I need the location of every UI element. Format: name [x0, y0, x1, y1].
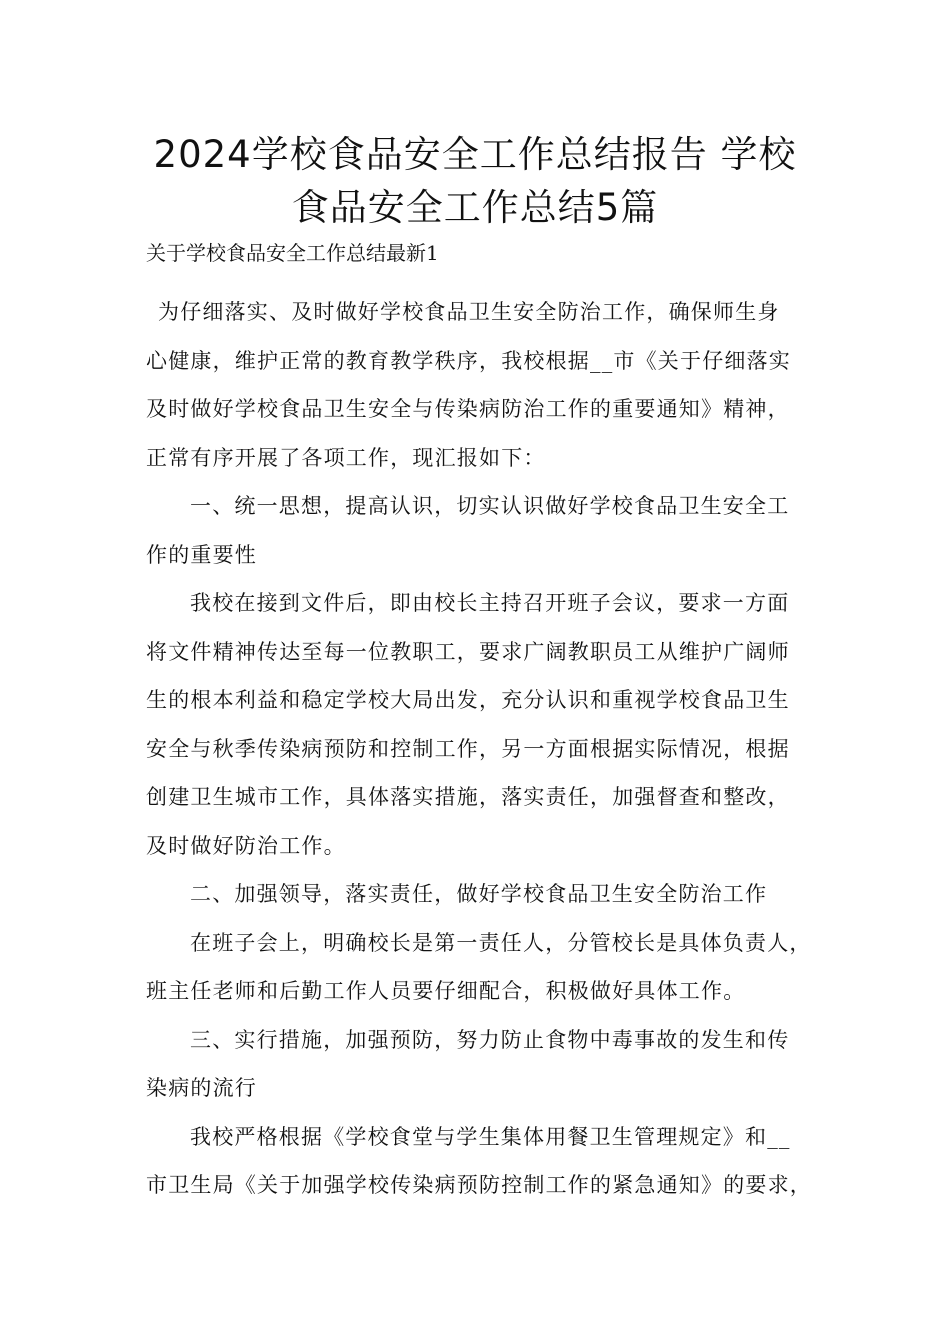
paragraph-line: 及时做好防治工作。 — [146, 833, 346, 858]
paragraph-line: 市卫生局《关于加强学校传染病预防控制工作的紧急通知》的要求， — [146, 1173, 812, 1197]
paragraph — [146, 1113, 826, 1210]
paragraph-line: 一、统一思想，提高认识，切实认识做好学校食品卫生安全工 — [190, 494, 790, 518]
paragraph-line: 及时做好学校食品卫生安全与传染病防治工作的重要通知》精神， — [146, 397, 790, 421]
paragraph-line: 在班子会上，明确校长是第一责任人，分管校长是具体负责人， — [190, 930, 812, 955]
paragraph — [146, 919, 826, 1016]
paragraph — [146, 288, 826, 482]
title-line-1: 2024学校食品安全工作总结报告 学校 — [153, 133, 797, 176]
section-subtitle: 关于学校食品安全工作总结最新1 — [146, 241, 439, 265]
paragraph-line: 我校严格根据《学校食堂与学生集体用餐卫生管理规定》和__ — [190, 1124, 791, 1149]
paragraph-line: 安全与秋季传染病预防和控制工作，另一方面根据实际情况，根据 — [146, 736, 790, 761]
paragraph-line: 创建卫生城市工作，具体落实措施，落实责任，加强督查和整改， — [146, 785, 790, 809]
paragraph-line: 染病的流行 — [146, 1076, 257, 1100]
paragraph-line: 班主任老师和后勤工作人员要仔细配合，积极做好具体工作。 — [146, 979, 746, 1003]
paragraph — [146, 1016, 826, 1113]
paragraph-line: 为仔细落实、及时做好学校食品卫生安全防治工作，确保师生身 — [158, 300, 780, 324]
paragraph-line: 三、实行措施，加强预防，努力防止食物中毒事故的发生和传 — [190, 1027, 790, 1052]
paragraph-line: 将文件精神传达至每一位教职工，要求广阔教职员工从维护广阔师 — [146, 639, 790, 664]
document-body — [146, 288, 826, 1210]
document-title — [60, 128, 890, 234]
paragraph-line: 心健康，维护正常的教育教学秩序，我校根据__市《关于仔细落实 — [146, 348, 791, 373]
paragraph — [146, 870, 826, 919]
paragraph-line: 生的根本利益和稳定学校大局出发，充分认识和重视学校食品卫生 — [146, 688, 790, 712]
paragraph-line: 正常有序开展了各项工作，现汇报如下： — [146, 445, 546, 470]
paragraph-line: 二、加强领导，落实责任，做好学校食品卫生安全防治工作 — [190, 882, 768, 906]
paragraph-line: 我校在接到文件后，即由校长主持召开班子会议，要求一方面 — [190, 591, 790, 615]
paragraph-line: 作的重要性 — [146, 542, 257, 567]
paragraph — [146, 579, 826, 870]
title-line-2: 食品安全工作总结5篇 — [291, 186, 659, 229]
paragraph — [146, 482, 826, 579]
